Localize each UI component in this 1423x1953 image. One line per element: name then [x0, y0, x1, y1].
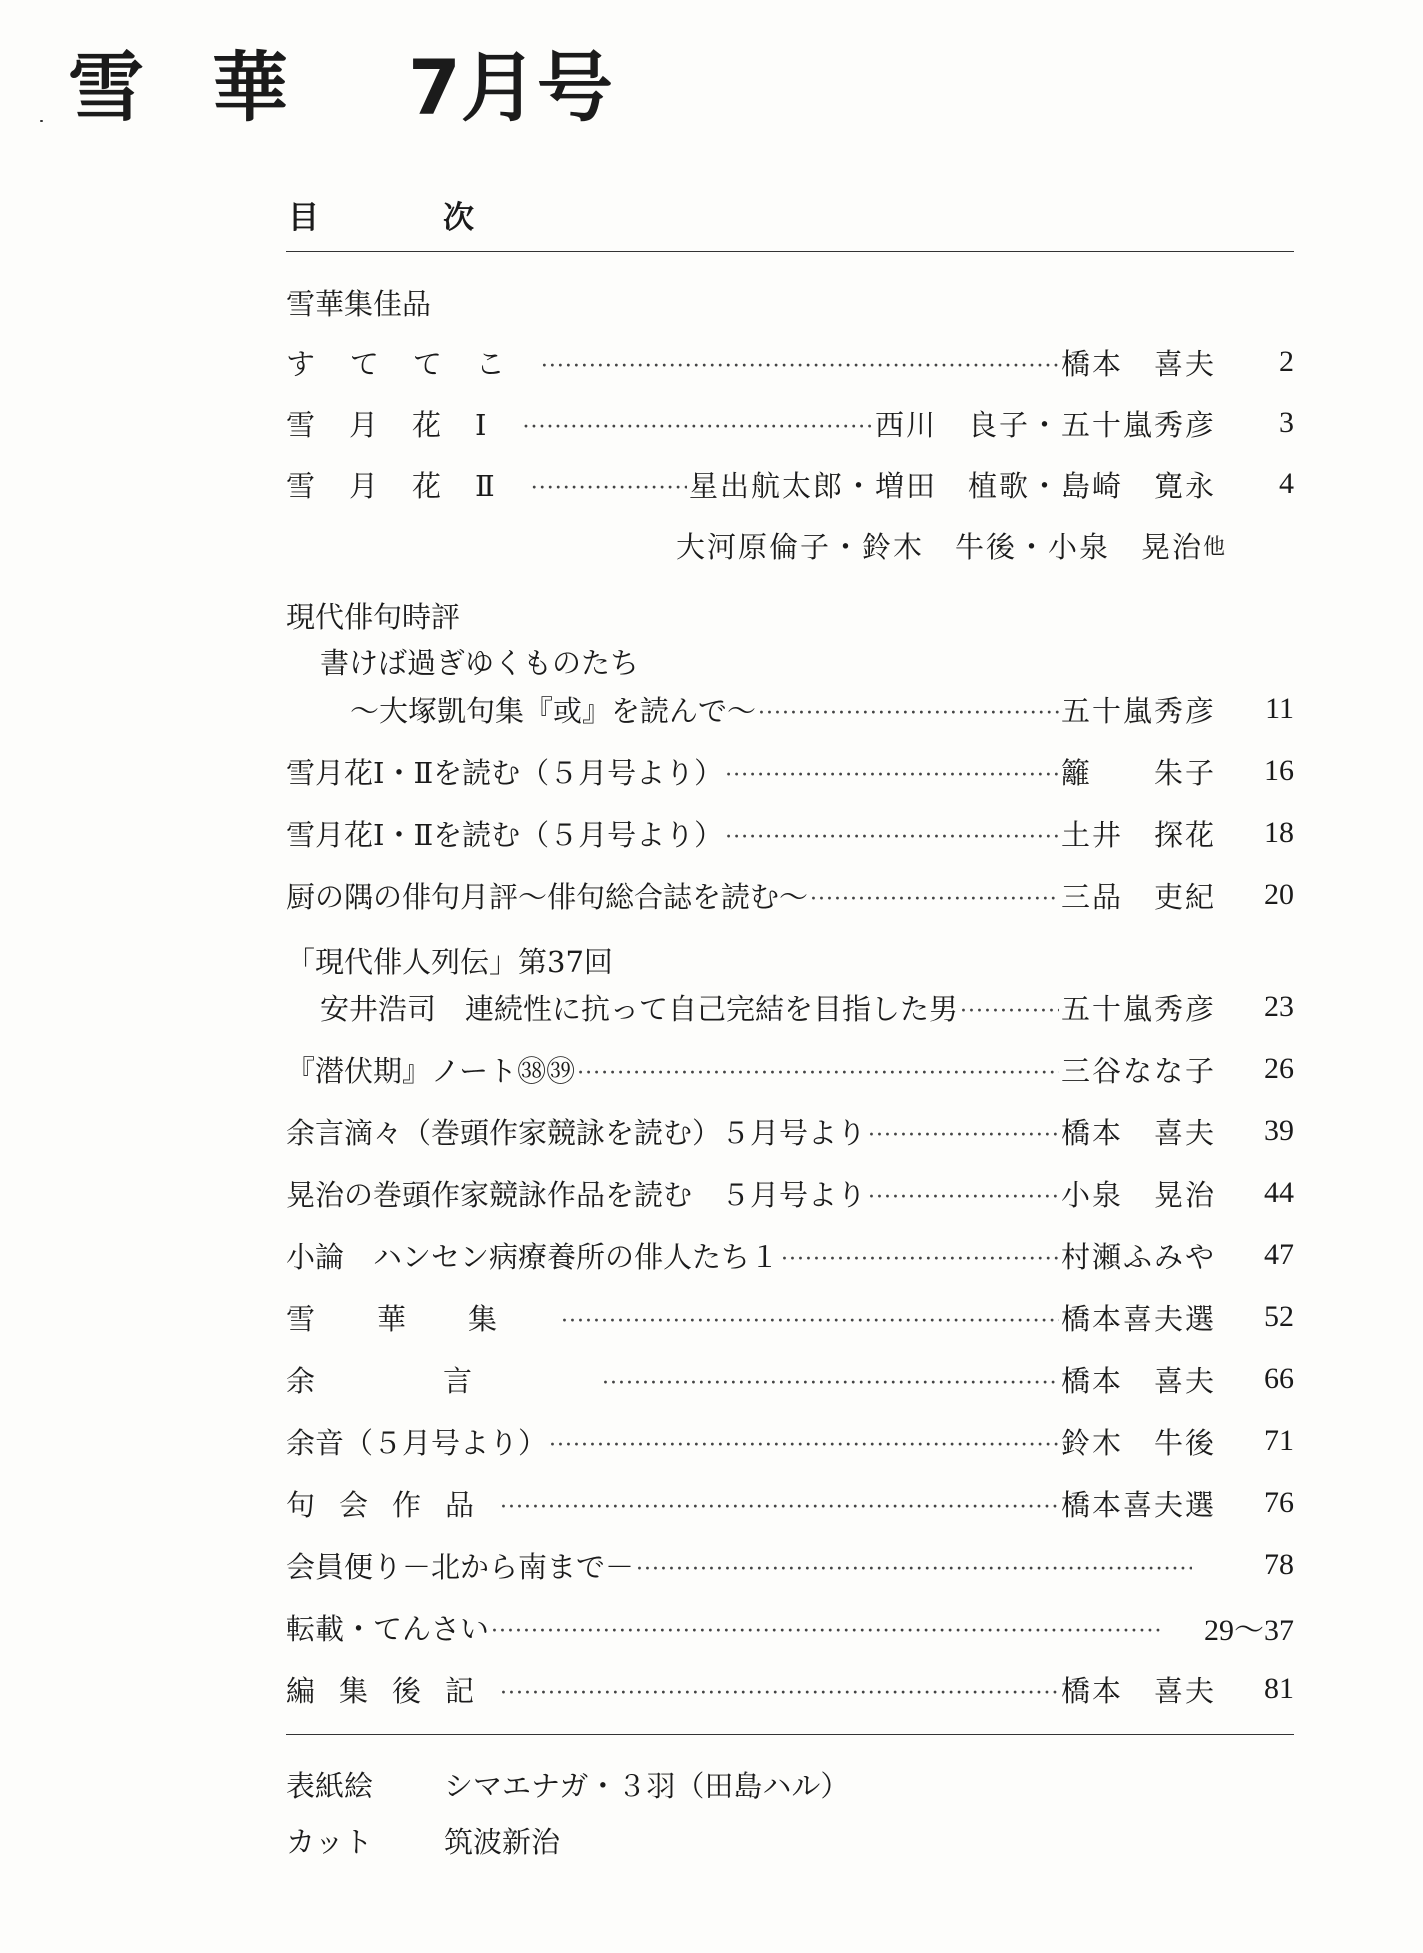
- entry-author: 橋本喜夫選: [1060, 1301, 1216, 1336]
- magazine-title: [68, 43, 613, 132]
- entry-author: 小泉 晃治: [1060, 1177, 1216, 1212]
- toc-entry[interactable]: [286, 1664, 1294, 1714]
- entry-title: すててこ: [286, 346, 539, 381]
- dot-leader: [561, 1309, 1059, 1334]
- dot-leader: [960, 999, 1059, 1024]
- entry-page: 71: [1264, 1424, 1294, 1457]
- toc-entry[interactable]: [286, 746, 1294, 796]
- section-heading: 「現代俳人列伝」第37回: [286, 944, 613, 979]
- entry-author: 橋本喜夫選: [1060, 1487, 1216, 1522]
- entry-title: 転載・てんさい: [286, 1611, 490, 1646]
- entry-author: 橋本 喜夫: [1060, 1363, 1216, 1398]
- entry-page: 66: [1264, 1362, 1294, 1395]
- magazine-name: 雪華: [68, 43, 356, 132]
- entry-author: 橋本 喜夫: [1060, 1673, 1216, 1708]
- top-divider: [286, 251, 1294, 252]
- dot-leader: [491, 1619, 1160, 1644]
- dot-leader: [636, 1557, 1192, 1582]
- dot-leader: [781, 1247, 1059, 1272]
- dot-leader: [549, 1433, 1059, 1458]
- credit-line: [286, 1812, 849, 1868]
- dot-leader: [522, 415, 873, 440]
- credit-value: 筑波新治: [444, 1824, 561, 1859]
- entry-title: 句会作品: [286, 1487, 499, 1522]
- entry-page: 76: [1264, 1486, 1294, 1519]
- entry-page: 52: [1264, 1300, 1294, 1333]
- entry-title: 余音（５月号より）: [286, 1425, 548, 1460]
- toc-entry[interactable]: [286, 1354, 1294, 1404]
- entry-page: 26: [1264, 1052, 1294, 1085]
- toc-entry[interactable]: [286, 982, 1294, 1032]
- entry-page: 2: [1279, 345, 1294, 378]
- toc-entry[interactable]: [286, 1230, 1294, 1280]
- toc-entry[interactable]: [286, 337, 1294, 387]
- dot-leader: [500, 1681, 1059, 1706]
- paper-speck: [40, 120, 43, 122]
- entry-author: 土井 探花: [1060, 817, 1216, 852]
- entry-page: 11: [1265, 692, 1294, 725]
- toc-heading: 目次: [288, 200, 598, 236]
- toc-entry-continued: [286, 520, 1294, 570]
- entry-author: 籬 朱子: [1060, 755, 1216, 790]
- entry-author: 三品 吏紀: [1060, 879, 1216, 914]
- toc-entry[interactable]: [286, 1416, 1294, 1466]
- entry-title: 『潜伏期』ノート㊳㊴: [286, 1053, 576, 1088]
- entry-author-suffix: 他: [1203, 534, 1226, 560]
- entry-page: 20: [1264, 878, 1294, 911]
- entry-author: 村瀬ふみや: [1060, 1239, 1216, 1274]
- toc-entry[interactable]: [286, 1106, 1294, 1156]
- entry-page: 3: [1279, 406, 1294, 439]
- toc-entry[interactable]: [286, 808, 1294, 858]
- credit-value: シマエナガ・３羽（田島ハル）: [444, 1768, 850, 1803]
- entry-page: 44: [1264, 1176, 1294, 1209]
- section-subheading: 書けば過ぎゆくものたち: [320, 645, 640, 680]
- entry-author: 三谷なな子: [1060, 1053, 1216, 1088]
- entry-title: 厨の隅の俳句月評～俳句総合誌を読む～: [286, 879, 809, 914]
- section-heading: 雪華集佳品: [286, 286, 432, 321]
- entry-author: 大河原倫子・鈴木 牛後・小泉 晃治: [676, 529, 1204, 564]
- entry-title: 編集後記: [286, 1673, 499, 1708]
- dot-leader: [868, 1123, 1059, 1148]
- entry-title: 余言: [286, 1363, 601, 1398]
- entry-author: 鈴木 牛後: [1060, 1425, 1216, 1460]
- section-heading: 現代俳句時評: [286, 599, 461, 634]
- entry-title: 雪月花Ⅰ・Ⅱを読む（５月号より）: [286, 817, 724, 852]
- credit-label: カット: [286, 1824, 373, 1859]
- toc-entry[interactable]: [286, 1602, 1294, 1652]
- dot-leader: [758, 701, 1059, 726]
- entry-page: 39: [1264, 1114, 1294, 1147]
- entry-title: 雪華集: [286, 1301, 560, 1336]
- dot-leader: [868, 1185, 1059, 1210]
- toc-entry[interactable]: [286, 1044, 1294, 1094]
- dot-leader: [531, 476, 687, 501]
- entry-title: 会員便り－北から南まで－: [286, 1549, 635, 1584]
- credit-line: [286, 1756, 849, 1812]
- credit-label: 表紙絵: [286, 1768, 374, 1803]
- entry-author: 五十嵐秀彦: [1060, 991, 1216, 1026]
- entry-page: 18: [1264, 816, 1294, 849]
- entry-author: 橋本 喜夫: [1060, 346, 1216, 381]
- bottom-divider: [286, 1734, 1294, 1735]
- entry-title: 雪月花Ⅰ・Ⅱを読む（５月号より）: [286, 755, 724, 790]
- entry-page: 4: [1279, 467, 1294, 500]
- entry-title: ～大塚凱句集『或』を読んで～: [350, 693, 757, 728]
- toc-entry[interactable]: [286, 1478, 1294, 1528]
- dot-leader: [725, 763, 1059, 788]
- entry-title: 小論 ハンセン病療養所の俳人たち１: [286, 1239, 780, 1274]
- entry-author: 西川 良子・五十嵐秀彦: [874, 407, 1216, 442]
- entry-author: 橋本 喜夫: [1060, 1115, 1216, 1150]
- toc-entry[interactable]: [286, 684, 1294, 734]
- dot-leader: [725, 825, 1059, 850]
- entry-page: 23: [1264, 990, 1294, 1023]
- entry-page: 16: [1264, 754, 1294, 787]
- toc-entry[interactable]: [286, 870, 1294, 920]
- entry-page: 78: [1264, 1548, 1294, 1581]
- toc-entry[interactable]: [286, 1540, 1294, 1590]
- entry-title: 晃治の巻頭作家競詠作品を読む ５月号より: [286, 1177, 867, 1212]
- entry-page: 47: [1264, 1238, 1294, 1271]
- dot-leader: [810, 887, 1059, 912]
- toc-entry[interactable]: [286, 398, 1294, 448]
- toc-entry[interactable]: [286, 459, 1294, 509]
- toc-entry[interactable]: [286, 1292, 1294, 1342]
- dot-leader: [577, 1061, 1059, 1086]
- entry-page: 81: [1264, 1672, 1294, 1705]
- entry-title: 安井浩司 連続性に抗って自己完結を目指した男: [320, 991, 959, 1026]
- entry-author: 星出航太郎・増田 植歌・島崎 寛永: [688, 468, 1216, 503]
- entry-title: 余言滴々（巻頭作家競詠を読む）５月号より: [286, 1115, 867, 1150]
- entry-title: 雪月花Ⅰ: [286, 407, 521, 442]
- dot-leader: [541, 354, 1059, 379]
- issue-label: 7月号: [408, 43, 613, 132]
- entry-page: 29～37: [1204, 1614, 1294, 1647]
- toc-entry[interactable]: [286, 1168, 1294, 1218]
- entry-author: 五十嵐秀彦: [1060, 693, 1216, 728]
- dot-leader: [500, 1495, 1059, 1520]
- credits: [286, 1756, 849, 1868]
- entry-title: 雪月花Ⅱ: [286, 468, 529, 503]
- dot-leader: [602, 1371, 1059, 1396]
